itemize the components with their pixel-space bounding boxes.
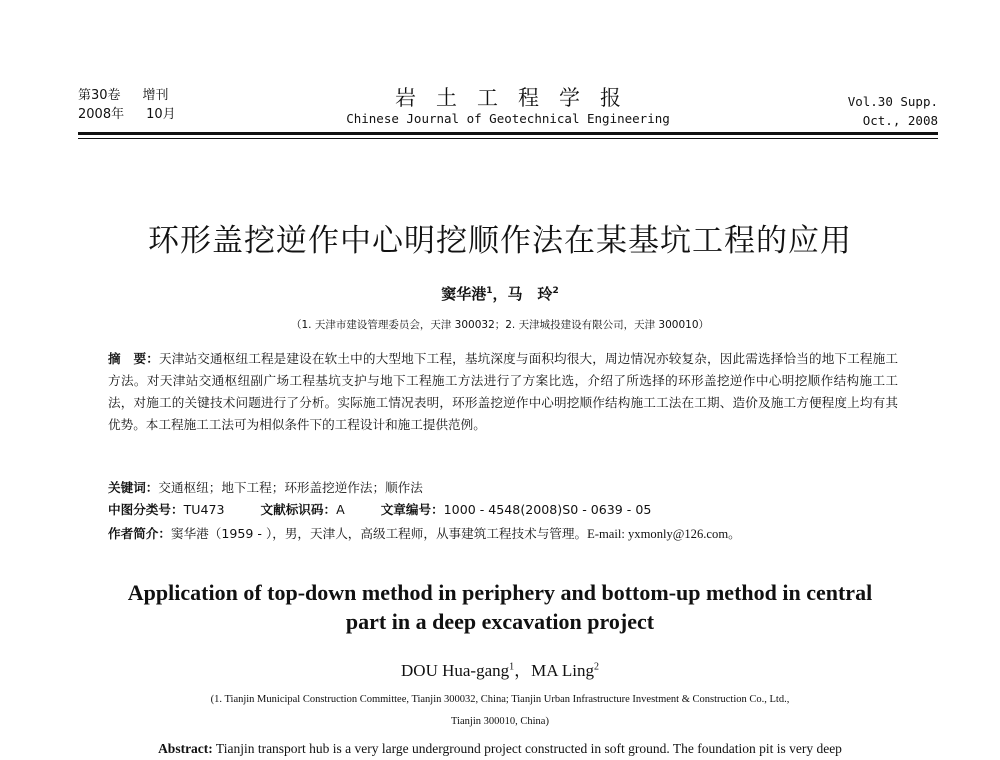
keywords-label: 关键词：	[108, 480, 159, 495]
issue: 增刊	[142, 88, 169, 103]
journal-header	[78, 86, 938, 130]
author-2-en-sup: 2	[593, 661, 599, 673]
title-en-line-1: Application of top-down method in periphery and bottom-up method in central	[127, 580, 873, 605]
keywords-cn	[108, 478, 908, 498]
affiliation-en-line-2: Tianjin 300010, China)	[451, 716, 549, 727]
abstract-cn	[108, 348, 898, 436]
author-1-en-sup: 1	[509, 661, 515, 673]
title-en-line-2: part in a deep excavation project	[345, 609, 655, 634]
classification-line	[108, 500, 908, 520]
clc-value: TU473	[183, 502, 225, 517]
author-2-sup: 2	[552, 286, 559, 296]
bio-text: 窦华港（1959 - ），男，天津人，高级工程师，从事建筑工程技术与管理。	[170, 526, 588, 541]
authors-cn	[0, 283, 1000, 304]
article-number-label: 文章编号：	[380, 502, 444, 517]
author-2-en: MA Ling	[531, 661, 594, 680]
month: 10月	[146, 107, 176, 122]
journal-name	[318, 86, 698, 128]
abstract-label-en: Abstract:	[158, 741, 213, 756]
author-bio-cn	[108, 524, 908, 544]
author-en-separator: ，	[514, 661, 532, 680]
author-1-en: DOU Hua-gang	[401, 661, 510, 680]
clc-label: 中图分类号：	[108, 502, 184, 517]
affiliation-cn: （1. 天津市建设管理委员会，天津 300032；2. 天津城投建设有限公司，天津 300010）	[290, 319, 710, 331]
volume-en: Vol.30 Supp.	[847, 94, 938, 109]
volume: 第30卷	[78, 88, 121, 103]
header-left	[78, 86, 176, 124]
authors-en	[0, 656, 1000, 681]
author-email: E-mail: yxmonly@126.com。	[587, 527, 741, 541]
affiliation-en-line-1: (1. Tianjin Municipal Construction Committee, Tianjin 300032, China; Tianjin Urban Infrastructure Investment & Construction Co., Ltd.,	[210, 694, 790, 705]
abstract-text-cn: 天津站交通枢纽工程是建设在软土中的大型地下工程，基坑深度与面积均很大，周边情况亦较复杂，因此需选择恰当的地下工程施工方法。对天津站交通枢纽副广场工程基坑支护与地下工程施工方法进行了方案比选，介绍了所选择的环形盖挖逆作中心明挖顺作结构施工工法，对施工的关键技术问题进行了分析。实际施工情况表明，环形盖挖逆作中心明挖顺作结构施工工法在工期、造价及施工方便程度上均有其优势。本工程施工工法可为相似条件下的工程设计和施工提供范例。	[108, 351, 899, 432]
paper-title-en	[80, 578, 920, 636]
abstract-text-en: Tianjin transport hub is a very large underground project constructed in soft ground. The foundation pit is very deep	[212, 741, 842, 756]
doc-code-label: 文献标识码：	[260, 502, 337, 517]
author-1-cn: 窦华港	[441, 285, 487, 303]
journal-name-cn: 岩土工程学报	[395, 86, 641, 110]
article-number-value: 1000 - 4548(2008)S0 - 0639 - 05	[443, 502, 652, 517]
header-rule-thick	[78, 132, 938, 135]
abstract-en	[0, 741, 1000, 757]
paper-title-cn: 环形盖挖逆作中心明挖顺作法在某基坑工程的应用	[148, 223, 852, 259]
bio-label: 作者简介：	[108, 526, 171, 541]
doc-code-value: A	[336, 502, 345, 517]
author-1-sup: 1	[486, 286, 493, 296]
date-en: Oct., 2008	[862, 113, 938, 128]
author-2-cn: 马 玲	[507, 285, 553, 303]
abstract-label-cn: 摘 要：	[108, 351, 159, 366]
keywords-text: 交通枢纽；地下工程；环形盖挖逆作法；顺作法	[158, 480, 423, 495]
header-rule-thin	[78, 138, 938, 139]
author-separator: ，	[492, 285, 508, 303]
header-right	[848, 92, 938, 130]
journal-name-en: Chinese Journal of Geotechnical Engineering	[346, 111, 670, 126]
affiliation-en	[60, 689, 940, 733]
year: 2008年	[78, 107, 125, 122]
